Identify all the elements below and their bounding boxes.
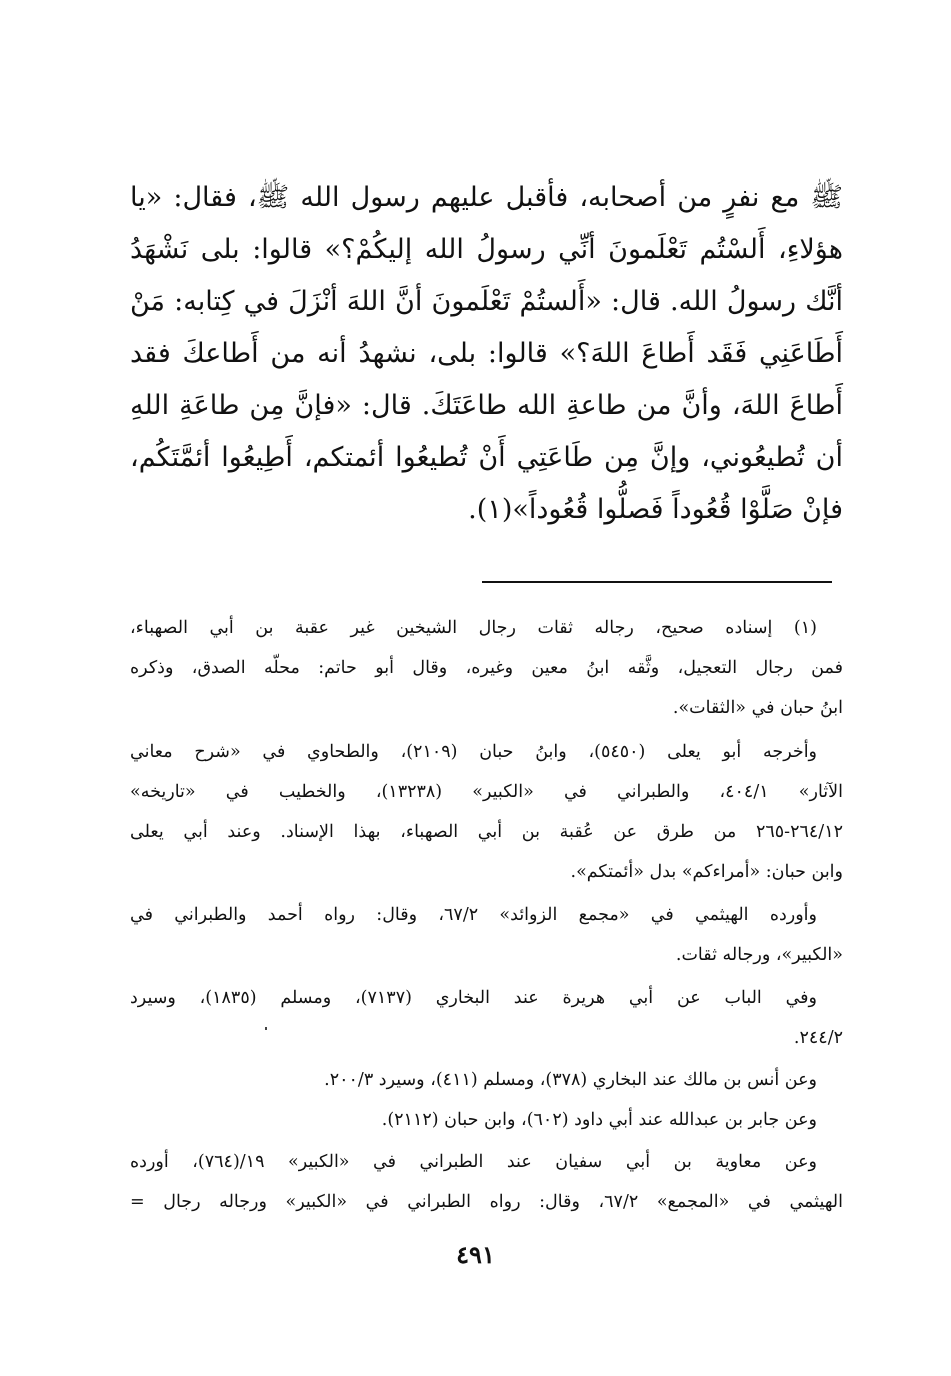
footnote-line: (١) إسناده صحيح، رجاله ثقات رجال الشيخين غير عقبة بن أبي الصهباء،: [130, 618, 817, 638]
footnote-line: ٢٦٤/١٢-٢٦٥ من طرق عن عُقبة بن أبي الصهباء، بهذا الإسناد. وعند أبي يعلى: [130, 822, 843, 842]
footnote-paragraph: [130, 1142, 843, 1222]
scan-speck: [265, 1027, 267, 1030]
page-number: ٤٩١: [456, 1240, 495, 1269]
footnote-divider: [482, 581, 832, 583]
footnote-paragraph: [130, 1060, 843, 1100]
footnote-line: وعن أنس بن مالك عند البخاري (٣٧٨)، ومسلم (٤١١)، وسيرد ٢٠٠/٣.: [324, 1070, 817, 1090]
footnote-paragraph: [130, 895, 843, 975]
main-text-line: هؤلاءِ، أَلسْتُم تَعْلَمونَ أنِّي رسولُ الله إليكُمْ؟» قالوا: بلى نَشْهَدُ: [130, 234, 843, 265]
footnote-paragraph: [130, 732, 843, 892]
main-text-line: أن تُطيعُوني، وإنَّ مِن طَاعَتِي أَنْ تُطيعُوا أئمتكم، أَطِيعُوا أئمَّتَكُم،: [130, 442, 843, 473]
footnote-line: «الكبير»، ورجاله ثقات.: [675, 945, 843, 965]
footnote-line: ٢٤٤/٢.: [793, 1028, 843, 1048]
footnote-paragraph: [130, 1100, 843, 1140]
footnote-paragraph: [130, 978, 843, 1058]
footnote-line: وابن حبان: «أمراءكم» بدل «أئمتكم».: [570, 862, 843, 882]
footnote-line: وعن جابر بن عبدالله عند أبي داود (٦٠٢)، وابن حبان (٢١١٢).: [381, 1110, 817, 1130]
footnote-line: وأخرجه أبو يعلى (٥٤٥٠)، وابنُ حبان (٢١٠٩)، والطحاوي في «شرح معاني: [130, 742, 818, 762]
footnote-line: وفي الباب عن أبي هريرة عند البخاري (٧١٣٧)، ومسلم (١٨٣٥)، وسيرد: [130, 988, 817, 1008]
main-text-block: [130, 172, 843, 536]
footnote-line: الهيثمي في «المجمع» ٦٧/٢، وقال: رواه الطبراني في «الكبير» ورجاله رجال =: [130, 1192, 843, 1212]
footnote-paragraph: [130, 608, 843, 728]
footnote-line: وأورده الهيثمي في «مجمع الزوائد» ٦٧/٢، وقال: رواه أحمد والطبراني في: [130, 905, 817, 925]
main-text-line: ﷺ مع نفرٍ من أصحابه، فأقبل عليهم رسول الله ﷺ، فقال: «يا: [130, 182, 843, 213]
main-text-line: أنَّك رسولُ الله. قال: «أَلستُمْ تَعْلَمونَ أنَّ اللهَ أنْزَلَ في كِتابه: مَنْ: [130, 286, 843, 317]
footnote-line: فمن رجال التعجيل، وثَّقه ابنُ معين وغيره، وقال أبو حاتم: محلّه الصدق، وذكره: [130, 658, 843, 678]
main-text-line: أَطاعَ اللهَ، وأنَّ من طاعةِ الله طاعَتَكَ. قال: «فإنَّ مِن طاعَةِ اللهِ: [130, 390, 843, 421]
footnote-line: وعن معاوية بن أبي سفيان عند الطبراني في «الكبير» ١٩/(٧٦٤)، أورده: [130, 1152, 817, 1172]
footnote-line: الآثار» ٤٠٤/١، والطبراني في «الكبير» (١٣٢٣٨)، والخطيب في «تاريخه»: [130, 782, 843, 802]
main-text-line: أَطَاعَنِي فَقَد أَطاعَ اللهَ؟» قالوا: بلى، نشهدُ أنه من أَطاعكَ فقد: [130, 338, 843, 369]
main-text-line: فإنْ صَلَّوْا قُعُوداً فَصلُّوا قُعُوداً»(١).: [468, 494, 843, 525]
footnote-line: ابنُ حبان في «الثقات».: [672, 698, 843, 718]
